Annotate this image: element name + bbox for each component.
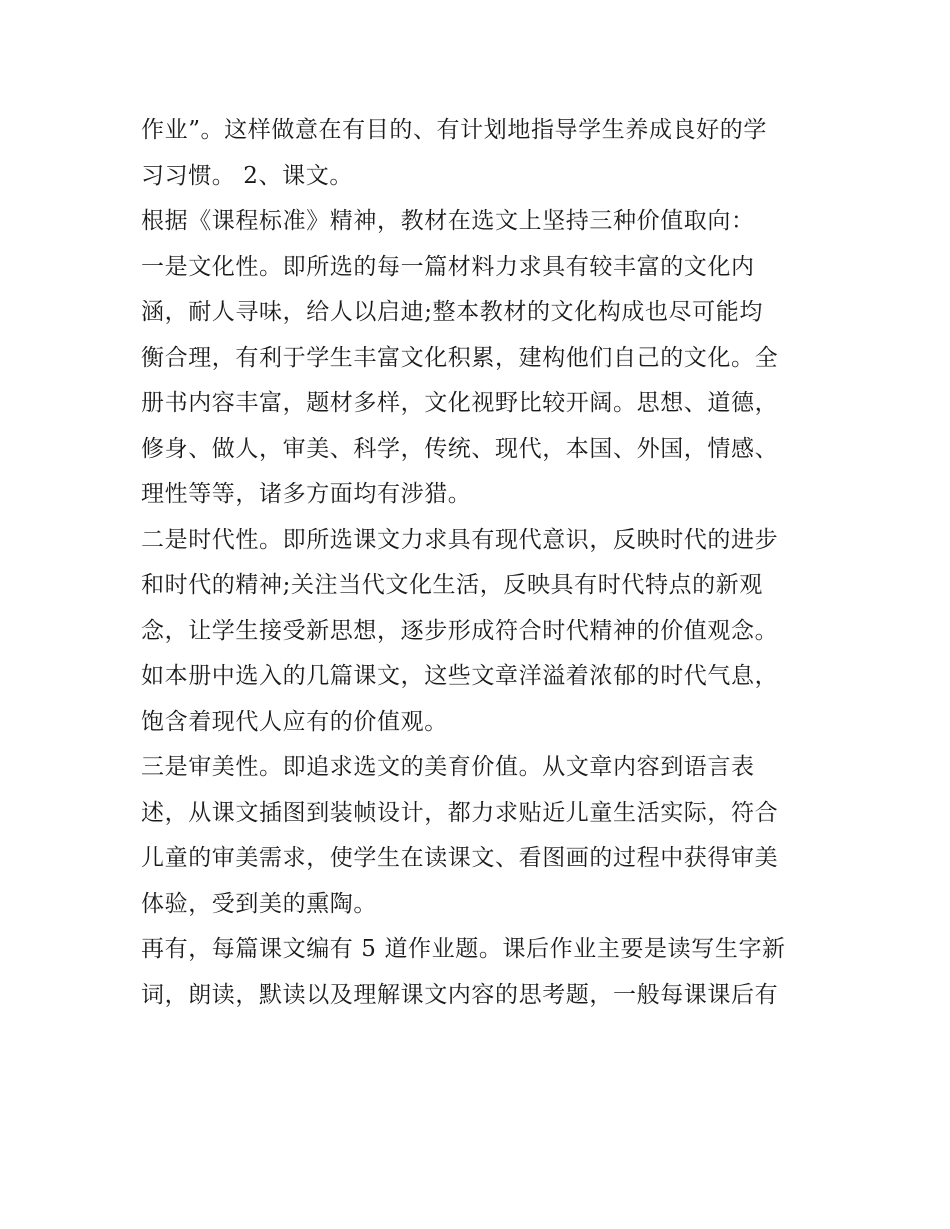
text-line: 和时代的精神;关注当代文化生活，反映具有时代特点的新观 — [141, 572, 763, 598]
text-line: 作业”。这样做意在有目的、有计划地指导学生养成良好的学 — [141, 117, 767, 143]
text-line: 如本册中选入的几篇课文，这些文章洋溢着浓郁的时代气息， — [141, 663, 779, 689]
text-line: 念，让学生接受新思想，逐步形成符合时代精神的价值观念。 — [141, 617, 779, 644]
text-line: 饱含着现代人应有的价值观。 — [141, 708, 448, 735]
text-line: 儿童的审美需求，使学生在读课文、看图画的过程中获得审美 — [141, 845, 779, 871]
text-line: 理性等等，诸多方面均有涉猎。 — [141, 481, 472, 507]
text-line: 体验，受到美的熏陶。 — [141, 890, 377, 917]
text-line: 根据《课程标准》精神，教材在选文上坚持三种价值取向： — [141, 208, 755, 234]
text-line: 涵，耐人寻味，给人以启迪;整本教材的文化构成也尽可能均 — [141, 299, 763, 325]
text-line: 词，朗读，默读以及理解课文内容的思考题，一般每课课后有 — [141, 981, 779, 1008]
text-line: 册书内容丰富，题材多样，文化视野比较开阔。思想、道德， — [141, 390, 779, 416]
text-line: 习习惯。 2、课文。 — [141, 162, 353, 189]
text-line: 述，从课文插图到装帧设计，都力求贴近儿童生活实际，符合 — [141, 799, 779, 826]
body-text — [141, 108, 821, 1018]
text-line: 二是时代性。即所选课文力求具有现代意识，反映时代的进步 — [141, 526, 779, 553]
text-line: 三是审美性。即追求选文的美育价值。从文章内容到语言表 — [141, 754, 755, 780]
text-line: 修身、做人，审美、科学，传统、现代，本国、外国，情感、 — [141, 435, 779, 462]
text-line: 衡合理，有利于学生丰富文化积累，建构他们自己的文化。全 — [141, 344, 779, 371]
text-line: 再有，每篇课文编有 5 道作业题。课后作业主要是读写生字新 — [141, 936, 786, 962]
text-line: 一是文化性。即所选的每一篇材料力求具有较丰富的文化内 — [141, 253, 755, 280]
